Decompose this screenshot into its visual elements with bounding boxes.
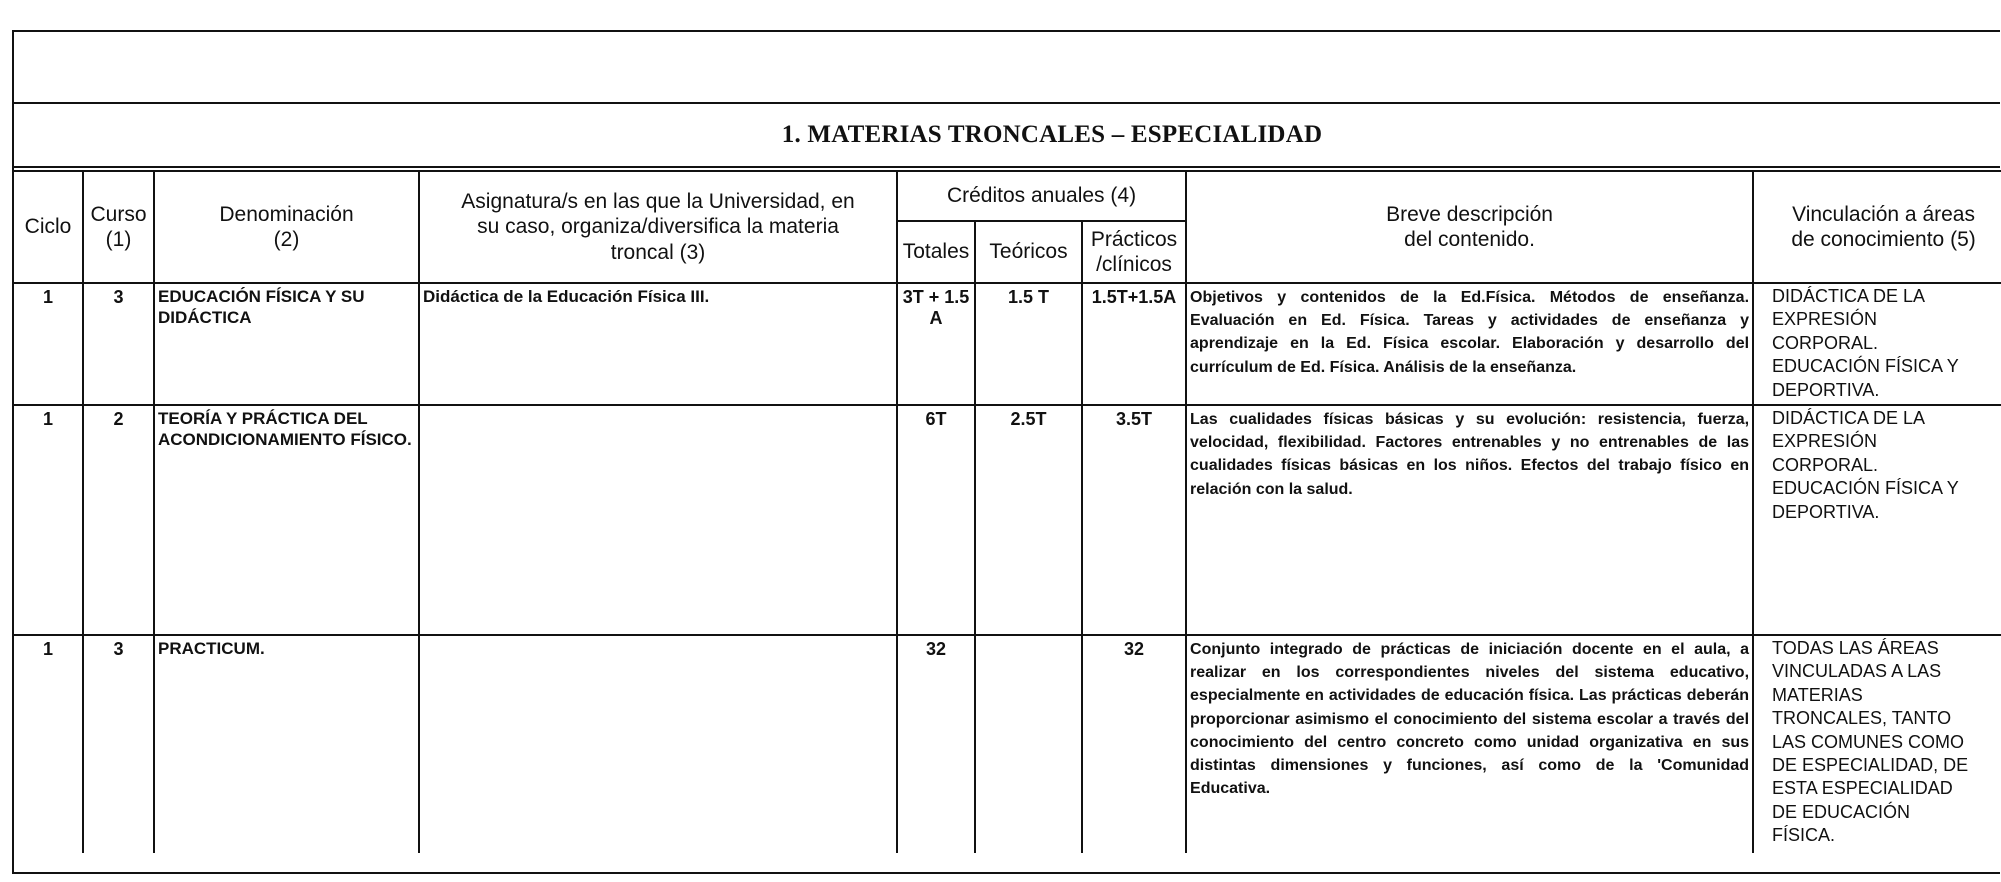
cell-curso: 3	[83, 283, 154, 405]
header-totales: Totales	[897, 221, 975, 283]
cell-descripcion: Conjunto integrado de prácticas de iniciación docente en el aula, a realizar en los correspondientes niveles del sistema educativo, especialmente en actividades de educación física. Las prácticas deberán proporcionar asimismo el conocimiento del sistema escolar a través del conocimiento del centro concreto como unidad organizativa en sus distintas dimensiones y funciones, así como de la 'Comunidad Educativa.	[1186, 635, 1753, 853]
cell-teoricos	[975, 635, 1082, 853]
section-title: 1. MATERIAS TRONCALES – ESPECIALIDAD	[14, 104, 2000, 168]
cell-denominacion: EDUCACIÓN FÍSICA Y SU DIDÁCTICA	[154, 283, 419, 405]
cell-asignatura	[419, 405, 897, 635]
header-descripcion: Breve descripción del contenido.	[1186, 171, 1753, 283]
header-asignatura: Asignatura/s en las que la Universidad, en su caso, organiza/diversifica la materia troncal (3)	[419, 171, 897, 283]
header-vinculacion: Vinculación a áreas de conocimiento (5)	[1753, 171, 2001, 283]
cell-teoricos: 1.5 T	[975, 283, 1082, 405]
document-table-frame	[12, 30, 2000, 874]
cell-denominacion: PRACTICUM.	[154, 635, 419, 853]
cell-totales: 3T + 1.5 A	[897, 283, 975, 405]
cell-areas: DIDÁCTICA DE LA EXPRESIÓN CORPORAL. EDUCACIÓN FÍSICA Y DEPORTIVA.	[1753, 283, 2001, 405]
cell-areas: TODAS LAS ÁREAS VINCULADAS A LAS MATERIAS TRONCALES, TANTO LAS COMUNES COMO DE ESPECIALIDAD, DE ESTA ESPECIALIDAD DE EDUCACIÓN FÍSICA.	[1753, 635, 2001, 853]
header-practicos: Prácticos /clínicos	[1082, 221, 1186, 283]
cell-descripcion: Objetivos y contenidos de la Ed.Física. Métodos de enseñanza. Evaluación en Ed. Física. Tareas y actividades de enseñanza y aprendizaje en la Ed. Física escolar. Elaboración y desarrollo del currículum de Ed. Física. Análisis de la enseñanza.	[1186, 283, 1753, 405]
header-teoricos: Teóricos	[975, 221, 1082, 283]
cell-asignatura	[419, 635, 897, 853]
cell-ciclo: 1	[14, 405, 83, 635]
cell-ciclo: 1	[14, 635, 83, 853]
cell-ciclo: 1	[14, 283, 83, 405]
cell-practicos: 3.5T	[1082, 405, 1186, 635]
cell-asignatura: Didáctica de la Educación Física III.	[419, 283, 897, 405]
table-row	[14, 635, 2001, 853]
cell-curso: 3	[83, 635, 154, 853]
header-denominacion: Denominación (2)	[154, 171, 419, 283]
cell-denominacion: TEORÍA Y PRÁCTICA DEL ACONDICIONAMIENTO FÍSICO.	[154, 405, 419, 635]
header-ciclo: Ciclo	[14, 171, 83, 283]
cell-practicos: 32	[1082, 635, 1186, 853]
cell-curso: 2	[83, 405, 154, 635]
blank-header-row	[14, 32, 2000, 104]
header-curso: Curso (1)	[83, 171, 154, 283]
cell-descripcion: Las cualidades físicas básicas y su evolución: resistencia, fuerza, velocidad, flexibilidad. Factores entrenables y no entrenables de las cualidades físicas básicas en los niños. Efectos del trabajo físico en relación con la salud.	[1186, 405, 1753, 635]
materias-table	[14, 170, 2001, 853]
table-row	[14, 283, 2001, 405]
table-row	[14, 405, 2001, 635]
header-creditos: Créditos anuales (4)	[897, 171, 1186, 221]
cell-practicos: 1.5T+1.5A	[1082, 283, 1186, 405]
cell-areas: DIDÁCTICA DE LA EXPRESIÓN CORPORAL. EDUCACIÓN FÍSICA Y DEPORTIVA.	[1753, 405, 2001, 635]
cell-teoricos: 2.5T	[975, 405, 1082, 635]
cell-totales: 32	[897, 635, 975, 853]
cell-totales: 6T	[897, 405, 975, 635]
